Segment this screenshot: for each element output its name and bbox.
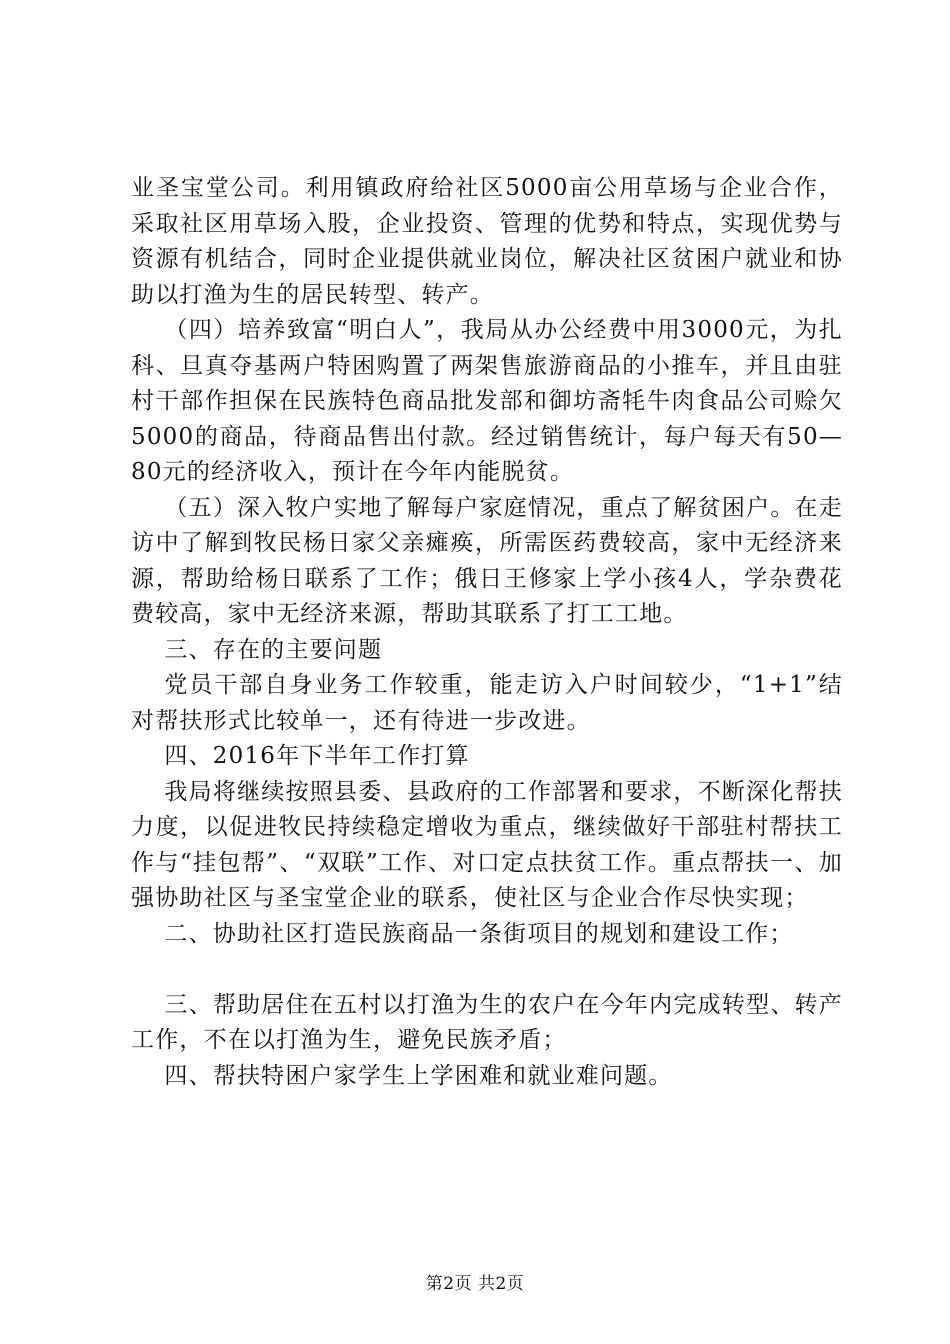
- paragraph-plan: 我局将继续按照县委、县政府的工作部署和要求，不断深化帮扶力度，以促进牧民持续稳定增收为重点，继续做好干部驻村帮扶工作与“挂包帮”、“双联”工作、对口定点扶贫工作。重点帮扶一、加强协助社区与圣宝堂企业的联系，使社区与企业合作尽快实现；: [131, 778, 843, 911]
- paragraph-problems: 党员干部自身业务工作较重，能走访入户时间较少，“1+1”结对帮扶形式比较单一，还有待进一步改进。: [131, 672, 843, 734]
- paragraph-plan-item-four: 四、帮扶特困户家学生上学困难和就业难问题。: [164, 1062, 673, 1089]
- document-body: [131, 171, 843, 1094]
- paragraph-item-four: （四）培养致富“明白人”，我局从办公经费中用3000元，为扎科、旦真夺基两户特困购置了两架售旅游商品的小推车，并且由驻村干部作担保在民族特色商品批发部和御坊斋牦牛肉食品公司赊欠5000的商品，待商品售出付款。经过销售统计，每户每天有50—80元的经济收入，预计在今年内能脱贫。: [131, 317, 843, 485]
- section-heading-plan: 四、2016年下半年工作打算: [164, 743, 470, 769]
- paragraph-item-five: （五）深入牧户实地了解每户家庭情况，重点了解贫困户。在走访中了解到牧民杨日家父亲瘫痪，所需医药费较高，家中无经济来源，帮助给杨日联系了工作；俄日王修家上学小孩4人，学杂费花费较高，家中无经济来源，帮助其联系了打工工地。: [131, 494, 843, 627]
- paragraph-plan-item-three: 三、帮助居住在五村以打渔为生的农户在今年内完成转型、转产工作，不在以打渔为生，避免民族矛盾；: [131, 991, 843, 1053]
- paragraph-plan-item-two: 二、协助社区打造民族商品一条街项目的规划和建设工作；: [164, 920, 794, 947]
- section-heading-problems: 三、存在的主要问题: [164, 636, 383, 663]
- page-number-footer: 第2页 共2页: [425, 1274, 525, 1294]
- paragraph-continuation: 业圣宝堂公司。利用镇政府给社区5000亩公用草场与企业合作，采取社区用草场入股，企业投资、管理的优势和特点，实现优势与资源有机结合，同时企业提供就业岗位，解决社区贫困户就业和协助以打渔为生的居民转型、转产。: [131, 175, 843, 308]
